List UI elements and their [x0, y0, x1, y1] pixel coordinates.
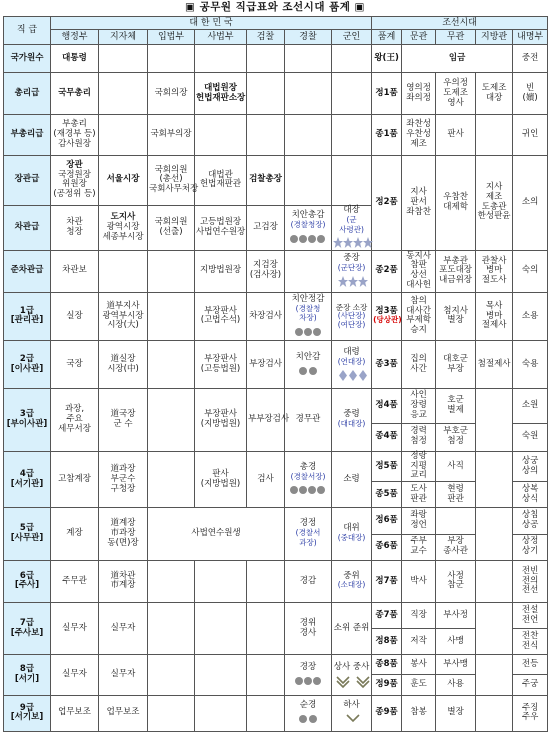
mil-label: 대위 [343, 523, 360, 534]
table-row [4, 389, 548, 423]
cell-pol [285, 603, 332, 655]
cell-nae: 숙용 [513, 341, 548, 389]
cell-regional [476, 695, 513, 731]
cell-leg [148, 341, 195, 389]
table-row [4, 73, 548, 115]
pol-label: 경감 [299, 575, 317, 586]
cell-leg: 국회의장 [148, 73, 195, 115]
mil-label-2: 소장 [352, 302, 368, 312]
cell-nae: 숙원 [513, 423, 548, 451]
cell-pol: 경무관 [285, 389, 332, 451]
grade-cell: 3급 [부이사관] [4, 389, 51, 451]
cell-civil: 저작 [402, 629, 436, 655]
police-insignia-icon [288, 712, 328, 725]
col-header-legislative: 입법부 [148, 30, 195, 45]
mil-sub: (소대장) [337, 580, 366, 590]
cell-jud [195, 45, 247, 73]
cell-civil: 좌랑 정언 [402, 508, 436, 534]
cell-martial: 부사정 [436, 603, 476, 629]
cell-mil [332, 341, 372, 389]
cell-pumgye: 종6품 [372, 534, 402, 560]
cell-civil: 영의정 좌의정 [402, 73, 436, 115]
cell-gov: 과장, 주요 세무서장 [51, 389, 99, 451]
cell-civil: 봉사 [402, 655, 436, 675]
grade-cell: 9급 [서기보] [4, 695, 51, 731]
cell-mil [332, 292, 372, 340]
col-header-grade: 직 급 [4, 17, 51, 45]
mil-label: 소위 [333, 622, 351, 633]
police-insignia-icon [288, 325, 328, 338]
cell-jud: 부장판사 (고법수석) [195, 292, 247, 340]
pol-label: 치안총감 [291, 210, 325, 221]
cell-pros: 부장검사 [247, 341, 285, 389]
mil-label-2: 중사 [352, 662, 370, 673]
cell-pumgye: 정4품 [372, 389, 402, 423]
mil-sub: (대대장) [337, 419, 366, 429]
cell-jud: 부장판사 (지방법원) [195, 389, 247, 451]
grade-cell: 2급 [이사관] [4, 341, 51, 389]
cell-nae: 소용 [513, 292, 548, 340]
cell-mil [332, 206, 372, 251]
cell-gov: 국장 [51, 341, 99, 389]
cell-pros: 부부장검사 [247, 389, 285, 451]
cell-pros: 지검장 (검사장) [247, 250, 285, 292]
cell-pol [285, 45, 332, 73]
cell-pumgye: 정8품 [372, 629, 402, 655]
cell-regional [476, 451, 513, 508]
cell-nae: 중전 [513, 45, 548, 73]
mil-label-2: 준위 [352, 622, 370, 633]
mil-label: 대장 [343, 205, 360, 216]
cell-pros [247, 45, 285, 73]
cell-martial: 사정 참군 [436, 560, 476, 602]
pol-label: 치안감 [295, 351, 321, 362]
col-header-naemyeongbu: 내명부 [513, 30, 548, 45]
cell-gov: 계장 [51, 508, 99, 560]
cell-regional: 관찰사 병마 절도사 [476, 250, 513, 292]
cell-martial: 부총관 포도대장 내금위장 [436, 250, 476, 292]
cell-martial: 판사 [436, 115, 476, 155]
cell-civil: 박사 [402, 560, 436, 602]
cell-pumgye: 왕(王) [372, 45, 402, 73]
mil-sub: (연대장) [337, 356, 366, 366]
cell-civil: 지사 판서 좌참찬 [402, 155, 436, 250]
cell-pros: 검사 [247, 451, 285, 508]
military-chevron-icon [333, 712, 373, 725]
cell-pumgye: 정2품 [372, 155, 402, 250]
cell-gov: 차관보 [51, 250, 99, 292]
police-insignia-icon [288, 483, 328, 496]
cell-local: 道실장 시장(中) [99, 341, 148, 389]
table-row [4, 292, 548, 340]
cell-regional: 도제조 대장 [476, 73, 513, 115]
mil-sub: (군단장) [337, 263, 366, 273]
col-header-judiciary: 사법부 [195, 30, 247, 45]
military-diamond-icon [333, 369, 373, 382]
cell-pumgye: 정9품 [372, 675, 402, 695]
grade-cell: 총리급 [4, 73, 51, 115]
cell-martial: 대호군 부장 [436, 341, 476, 389]
cell-nae: 전찬 전식 [513, 629, 548, 655]
cell-civil: 정랑 지평 교리 [402, 451, 436, 481]
cell-pros [247, 560, 285, 602]
cell-nae: 전설 전언 [513, 603, 548, 629]
cell-gov: 실무자 [51, 655, 99, 695]
header-joseon: 조선시대 [372, 17, 548, 30]
cell-pol [285, 206, 332, 251]
cell-nae: 상침 상공 [513, 508, 548, 534]
pumgye-sub: (당상관) [373, 315, 402, 325]
cell-nae: 소의 [513, 155, 548, 250]
cell-pros [247, 603, 285, 655]
col-header-martial: 무관 [436, 30, 476, 45]
cell-jud: 지방법원장 [195, 250, 247, 292]
cell-nae: 주징 주우 [513, 695, 548, 731]
cell-nae: 소원 [513, 389, 548, 423]
cell-mil [332, 155, 372, 205]
cell-leg [148, 250, 195, 292]
cell-civil: 사인 장령 응교 [402, 389, 436, 423]
cell-pumgye: 정6품 [372, 508, 402, 534]
table-row [4, 451, 548, 481]
cell-pumgye: 종8품 [372, 655, 402, 675]
cell-nae: 숙의 [513, 250, 548, 292]
cell-jud: 대법원장 헌법재판소장 [195, 73, 247, 115]
cell-gov: 국무총리 [51, 73, 99, 115]
col-header-military: 군인 [332, 30, 372, 45]
cell-mil [332, 695, 372, 731]
cell-martial: 호군 별제 [436, 389, 476, 423]
cell-civil: 경력 첨정 [402, 423, 436, 451]
page-title: ▣ 공무원 직급표와 조선시대 품계 ▣ [185, 1, 365, 13]
col-header-gov: 행정부 [51, 30, 99, 45]
cell-pros: 검찰총장 [247, 155, 285, 205]
cell-gov: 실장 [51, 292, 99, 340]
police-insignia-icon [288, 674, 328, 687]
mil-label: 준장 [335, 302, 351, 312]
cell-regional: 첨절제사 [476, 341, 513, 389]
cell-pol [285, 560, 332, 602]
cell-civil: 주부 교수 [402, 534, 436, 560]
cell-pol [285, 292, 332, 340]
cell-civil: 좌찬성 우찬성 제조 [402, 115, 436, 155]
cell-jud: 고등법원장 사법연수원장 [195, 206, 247, 251]
cell-leg [148, 389, 195, 451]
mil-label: 중장 [343, 253, 360, 264]
pol-label: 총경 [299, 461, 317, 472]
cell-martial: 첨지사 별장 [436, 292, 476, 340]
cell-nae: 상정 상기 [513, 534, 548, 560]
col-header-police: 경찰 [285, 30, 332, 45]
cell-nae: 귀인 [513, 115, 548, 155]
cell-leg: 국회의원 (총선) 국회사무처장 [148, 155, 195, 205]
mil-label: 중위 [343, 570, 360, 581]
cell-jud [195, 115, 247, 155]
cell-gov [51, 155, 99, 205]
local-detail: 광역시장 세종부시장 [102, 221, 144, 242]
cell-gov: 고참계장 [51, 451, 99, 508]
cell-local: 서울시장 [99, 155, 148, 205]
cell-jud: 대법관 헌법재판관 [195, 155, 247, 205]
mil-sub: (군 사령관) [339, 214, 364, 234]
cell-leg [148, 292, 195, 340]
cell-local: 실무자 [99, 603, 148, 655]
cell-local [99, 115, 148, 155]
police-insignia-icon [288, 364, 328, 377]
cell-martial: 현령 판관 [436, 482, 476, 508]
cell-regional [476, 115, 513, 155]
cell-regional [476, 655, 513, 695]
col-header-prosecution: 검찰 [247, 30, 285, 45]
cell-nae: 전빈 전의 전선 [513, 560, 548, 602]
cell-martial: 사직 [436, 451, 476, 481]
cell-civil: 동지사 참판 상선 대사헌 [402, 250, 436, 292]
cell-local: 道과장 부군수 구청장 [99, 451, 148, 508]
grade-cell: 5급 [사무관] [4, 508, 51, 560]
grade-cell: 6급 [주사] [4, 560, 51, 602]
cell-pol [285, 508, 332, 560]
cell-regional [476, 389, 513, 451]
cell-jud: 판사 (지방법원) [195, 451, 247, 508]
cell-pros: 차장검사 [247, 292, 285, 340]
cell-mil [332, 508, 372, 560]
col-header-civil: 문관 [402, 30, 436, 45]
mil-sub: (중대장) [337, 533, 366, 543]
cell-pol [285, 155, 332, 205]
table-row [4, 115, 548, 155]
cell-nae: 빈 (嬪) [513, 73, 548, 115]
cell-martial: 부사맹 [436, 655, 476, 675]
cell-mil [332, 655, 372, 695]
grade-cell: 7급 [주사보] [4, 603, 51, 655]
gov-title: 장관 [66, 159, 83, 170]
table-row [4, 155, 548, 205]
cell-regional [476, 508, 513, 560]
pol-label: 순경 [299, 700, 317, 711]
cell-mil: 소령 [332, 451, 372, 508]
cell-mil [332, 115, 372, 155]
table-row [4, 560, 548, 602]
table-row [4, 695, 548, 731]
mil-label: 하사 [343, 700, 360, 711]
cell-regional [476, 560, 513, 602]
table-row [4, 45, 548, 73]
cell-nae: 전등 [513, 655, 548, 675]
cell-pumgye [372, 292, 402, 340]
cell-pros [247, 73, 285, 115]
cell-pol [285, 451, 332, 508]
pol-label: 경정 [299, 518, 317, 529]
cell-civil: 직장 [402, 603, 436, 629]
cell-leg: 국회부의장 [148, 115, 195, 155]
grade-cell: 장관급 [4, 155, 51, 205]
pol-sub: (경찰청 차장) [295, 303, 321, 323]
cell-local [99, 45, 148, 73]
cell-civil: 집의 사간 [402, 341, 436, 389]
cell-pros [247, 695, 285, 731]
cell-leg [148, 451, 195, 508]
cell-jud [195, 560, 247, 602]
cell-regional: 목사 병마 절제사 [476, 292, 513, 340]
mil-sub: (사단장) [337, 311, 366, 321]
mil-sub-2: (여단장) [337, 319, 366, 329]
cell-pol [285, 695, 332, 731]
header-korea: 대 한 민 국 [51, 17, 372, 30]
cell-local [99, 206, 148, 251]
cell-nae: 주궁 [513, 675, 548, 695]
cell-local: 道차관 市계장 [99, 560, 148, 602]
cell-pumgye: 종5품 [372, 482, 402, 508]
cell-leg [148, 560, 195, 602]
cell-mil [332, 389, 372, 451]
military-star-icon [333, 236, 373, 249]
pol-label: 치안정감 [291, 293, 325, 304]
grade-cell: 1급 [관리관] [4, 292, 51, 340]
cell-nae: 상복 상식 [513, 482, 548, 508]
col-header-pumgye: 품계 [372, 30, 402, 45]
cell-martial: 사용 [436, 675, 476, 695]
mil-label: 대령 [343, 347, 360, 358]
cell-local: 道부지사 광역부시장 시장(大) [99, 292, 148, 340]
cell-jud [195, 655, 247, 695]
cell-pros: 고검장 [247, 206, 285, 251]
pumgye-label: 정3품 [375, 305, 398, 316]
cell-pol [285, 655, 332, 695]
cell-civil: 도사 판관 [402, 482, 436, 508]
col-header-regional: 지방관 [476, 30, 513, 45]
cell-civil-martial: 임금 [402, 45, 513, 73]
cell-leg [148, 603, 195, 655]
cell-mil [332, 73, 372, 115]
cell-mil [332, 45, 372, 73]
cell-pol [285, 250, 332, 292]
cell-gov: 대통령 [51, 45, 99, 73]
cell-gov: 실무자 [51, 603, 99, 655]
cell-gov: 업무보조 [51, 695, 99, 731]
col-header-local: 지자체 [99, 30, 148, 45]
table-row [4, 508, 548, 534]
cell-gov: 부총리 (재경부 등) 감사원장 [51, 115, 99, 155]
cell-local: 업무보조 [99, 695, 148, 731]
mil-label: 상사 [333, 662, 351, 673]
gov-detail: 국정원장 위원장 (공정위 등) [53, 169, 96, 200]
cell-mil [332, 250, 372, 292]
cell-gov: 주무관 [51, 560, 99, 602]
cell-martial: 우참찬 대제학 [436, 155, 476, 250]
police-insignia-icon [288, 232, 328, 245]
military-star-icon [333, 275, 373, 288]
cell-civil: 훈도 [402, 675, 436, 695]
cell-leg [148, 655, 195, 695]
table-row [4, 341, 548, 389]
pol-label: 경장 [299, 662, 317, 673]
table-row [4, 250, 548, 292]
cell-local: 실무자 [99, 655, 148, 695]
grade-cell: 국가원수 [4, 45, 51, 73]
pol-label: 경위 [299, 617, 317, 628]
cell-martial: 사맹 [436, 629, 476, 655]
grade-cell: 부총리급 [4, 115, 51, 155]
grade-cell: 8급 [서기] [4, 655, 51, 695]
cell-gov: 차관 청장 [51, 206, 99, 251]
pol-sub: (경찰서장) [290, 471, 326, 481]
cell-martial: 별장 [436, 695, 476, 731]
cell-jud: 부장판사 (고등법원) [195, 341, 247, 389]
cell-mil [332, 560, 372, 602]
cell-civil: 참봉 [402, 695, 436, 731]
cell-pumgye: 종1품 [372, 115, 402, 155]
cell-pumgye: 종2품 [372, 250, 402, 292]
cell-nae: 상궁 상의 [513, 451, 548, 481]
cell-pumgye: 종3품 [372, 341, 402, 389]
cell-pumgye: 정7품 [372, 560, 402, 602]
cell-pol [285, 341, 332, 389]
cell-martial: 부호군 첨정 [436, 423, 476, 451]
cell-regional: 지사 제조 도총관 한성판윤 [476, 155, 513, 250]
cell-leg: 국회의원 (선출) [148, 206, 195, 251]
cell-martial [436, 508, 476, 534]
pol-sub: (경찰서 과장) [295, 528, 321, 547]
table-row [4, 603, 548, 629]
cell-pros [247, 115, 285, 155]
cell-mil [332, 603, 372, 655]
cell-martial: 우의정 도제조 영사 [436, 73, 476, 115]
cell-jud [195, 603, 247, 655]
rank-table [3, 16, 547, 732]
cell-pumgye: 종9품 [372, 695, 402, 731]
cell-leg [148, 695, 195, 731]
grade-cell: 4급 [서기관] [4, 451, 51, 508]
cell-local: 道계장 市과장 동(면)장 [99, 508, 148, 560]
cell-local [99, 73, 148, 115]
cell-local [99, 250, 148, 292]
cell-civil: 참의 대사간 부제학 승지 [402, 292, 436, 340]
cell-pumgye: 정1품 [372, 73, 402, 115]
cell-martial: 부장 종사관 [436, 534, 476, 560]
cell-local: 道국장 군 수 [99, 389, 148, 451]
cell-judiciary-wide: 사법연수원생 [148, 508, 285, 560]
local-title: 도지사 [110, 212, 136, 223]
table-row [4, 655, 548, 675]
cell-pol [285, 73, 332, 115]
cell-pumgye: 종4품 [372, 423, 402, 451]
cell-pros [247, 655, 285, 695]
pol-sub: (경찰청장) [290, 219, 326, 229]
cell-pumgye: 정5품 [372, 451, 402, 481]
grade-cell: 차관급 [4, 206, 51, 251]
cell-leg [148, 45, 195, 73]
cell-pumgye: 종7품 [372, 603, 402, 629]
cell-jud [195, 695, 247, 731]
cell-regional [476, 603, 513, 655]
military-chevron-icon [333, 674, 373, 687]
mil-label: 중령 [343, 409, 360, 420]
cell-pol [285, 115, 332, 155]
grade-cell: 준차관급 [4, 250, 51, 292]
pol-label-2: 경사 [299, 627, 317, 638]
